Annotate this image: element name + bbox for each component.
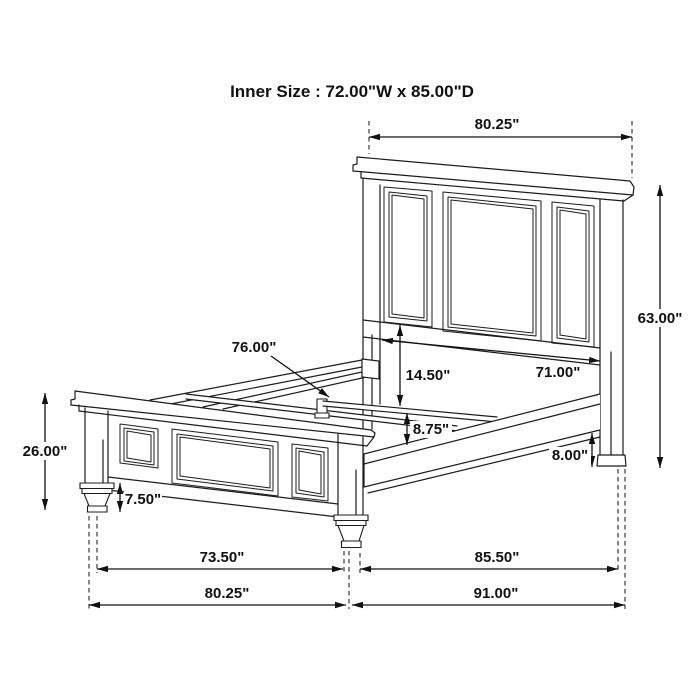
dim-label-headboard-height: 63.00" [637,310,683,327]
dim-label-inner-width: 71.00" [535,364,581,381]
dim-label-leg-height: 7.50" [124,491,162,508]
leader-line-slat [271,356,329,397]
footboard-left-foot [80,483,114,512]
dim-line-inner-width [382,340,600,361]
dim-label-headboard-width: 80.25" [474,116,520,133]
dim-label-overall-depth: 91.00" [473,585,519,602]
dim-label-footboard-inner: 73.50" [199,549,245,566]
dim-label-footboard-outer: 80.25" [204,585,250,602]
dim-label-rail-depth: 85.50" [474,549,520,566]
dim-label-rail-height: 8.75" [412,421,450,438]
dim-label-footboard-height: 26.00" [22,443,68,460]
footboard-right-foot [334,515,368,548]
dim-label-clearance: 8.00" [551,447,589,464]
dim-label-slat-length: 76.00" [231,339,277,356]
dim-label-headboard-gap: 14.50" [405,367,451,384]
diagram-title: Inner Size : 72.00"W x 85.00"D [230,82,474,101]
side-rail-left [150,359,380,409]
